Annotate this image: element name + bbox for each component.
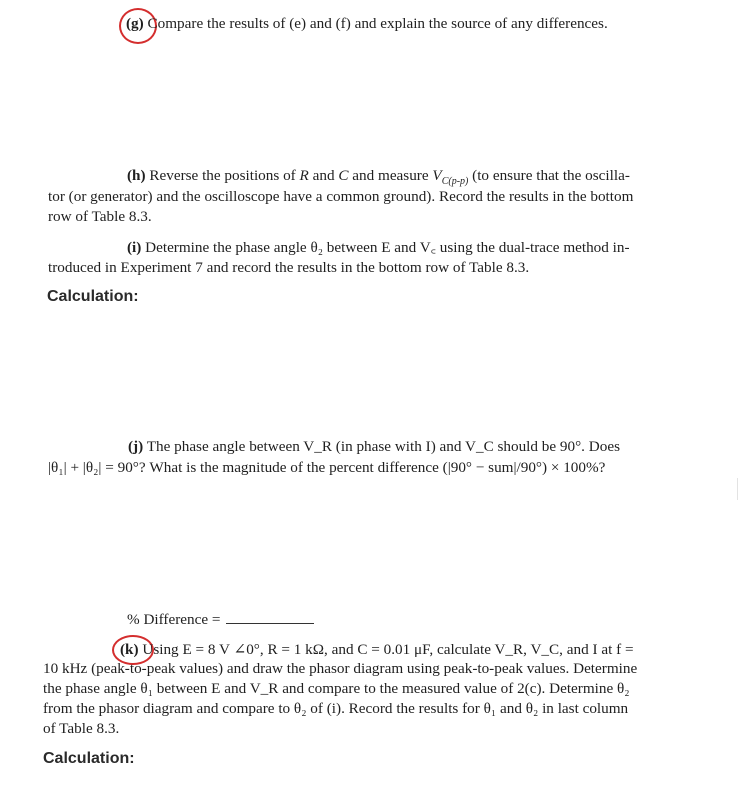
item-h-line-3: row of Table 8.3.: [48, 208, 152, 225]
item-i-line-1: [127, 238, 630, 258]
item-h-c: C: [338, 167, 349, 184]
item-h-line-1: [127, 166, 630, 186]
item-h-r: R: [299, 167, 309, 184]
item-g-label: (g): [126, 15, 144, 32]
item-h-text-a: Reverse the positions of: [149, 167, 296, 184]
item-j-line-2: |θ₁| + |θ₂| = 90°? What is the magnitude of the percent difference (|90° − sum|/90°) × 100%?: [48, 459, 606, 476]
item-h-label: (h): [127, 167, 146, 184]
item-g: [126, 14, 608, 34]
item-h-text-b: and measure: [352, 167, 429, 184]
calculation-heading-1: Calculation:: [47, 288, 139, 305]
item-k-line-3: the phase angle θ₁ between E and V_R and compare to the measured value of 2(c). Determine θ₂: [43, 680, 630, 697]
percent-difference-blank: [226, 611, 314, 624]
item-i-line-2: troduced in Experiment 7 and record the results in the bottom row of Table 8.3.: [48, 259, 530, 276]
item-h-and: and: [312, 167, 335, 184]
item-k-line-1: [120, 640, 634, 660]
item-k-line-4: from the phasor diagram and compare to θ₂ of (i). Record the results for θ₁ and θ₂ in last column: [43, 700, 629, 717]
item-k-line-5: of Table 8.3.: [43, 720, 120, 737]
percent-difference-label: % Difference =: [127, 611, 221, 628]
item-h-vc: [432, 167, 469, 188]
item-k-line-2: 10 kHz (peak-to-peak values) and draw the phasor diagram using peak-to-peak values. Determine: [43, 660, 638, 677]
item-k-text: Using E = 8 V ∠0°, R = 1 kΩ, and C = 0.01 μF, calculate V_R, V_C, and I at f =: [142, 641, 634, 658]
item-i-label: (i): [127, 239, 142, 256]
item-j-text: The phase angle between V_R (in phase with I) and V_C should be 90°. Does: [146, 438, 620, 455]
item-h-text-c: (to ensure that the oscilla-: [472, 167, 630, 184]
page-edge-mark: [737, 478, 738, 500]
item-h-v: V: [432, 167, 442, 184]
item-h-line-2: tor (or generator) and the oscilloscope have a common ground). Record the results in the bottom: [48, 188, 634, 205]
item-j-label: (j): [128, 438, 144, 455]
item-g-text: Compare the results of (e) and (f) and explain the source of any differences.: [147, 15, 608, 32]
item-i-text: Determine the phase angle θ₂ between E and V꜀ using the dual-trace method in-: [145, 239, 630, 256]
item-k-label: (k): [120, 641, 139, 658]
item-h-v-sub: C(p-p): [441, 176, 469, 188]
item-j-line-1: [128, 437, 620, 457]
calculation-heading-2: Calculation:: [43, 750, 135, 767]
percent-difference-row: [127, 610, 314, 630]
